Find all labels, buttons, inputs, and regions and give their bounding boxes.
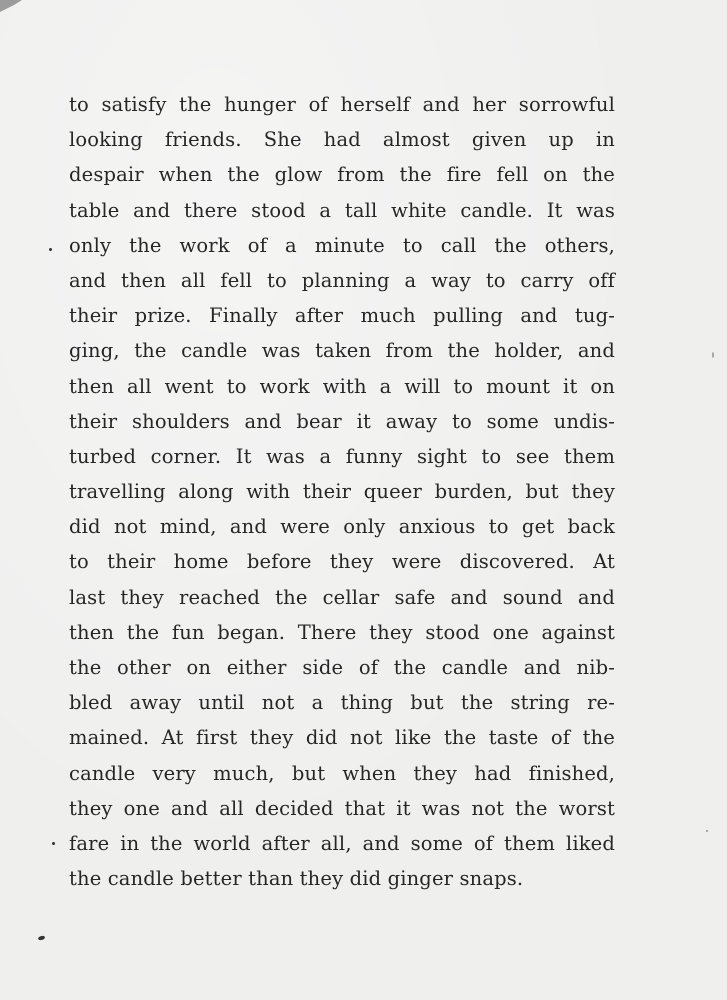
text-line: only the work of a minute to call the others, <box>69 233 615 257</box>
text-line: candle very much, but when they had finished, <box>69 761 615 785</box>
speck-mark <box>38 935 46 941</box>
speck-mark <box>52 842 55 845</box>
speck-mark <box>706 830 708 832</box>
text-line: fare in the world after all, and some of them liked <box>69 831 615 855</box>
corner-mark-icon <box>0 0 22 12</box>
text-line: the other on either side of the candle and nib- <box>69 656 615 679</box>
text-line: their shoulders and bear it away to some undis- <box>69 409 615 433</box>
text-line: last they reached the cellar safe and sound and <box>69 585 615 609</box>
text-line: travelling along with their queer burden, but they <box>69 480 615 504</box>
text-line: looking friends. She had almost given up in <box>69 128 615 152</box>
text-line: did not mind, and were only anxious to get back <box>69 515 615 539</box>
text-line: to satisfy the hunger of herself and her sorrowful <box>69 93 615 116</box>
text-line: mained. At first they did not like the taste of the <box>69 726 615 750</box>
text-line: turbed corner. It was a funny sight to see them <box>69 444 615 468</box>
text-line: ging, the candle was taken from the holder, and <box>69 339 615 363</box>
speck-mark <box>49 248 52 251</box>
speck-mark <box>712 352 714 358</box>
text-line: bled away until not a thing but the string re- <box>69 691 615 715</box>
text-line: then the fun began. There they stood one against <box>69 620 615 644</box>
text-line: to their home before they were discovered. At <box>69 550 615 574</box>
text-line: despair when the glow from the fire fell on the <box>69 163 615 187</box>
text-line: they one and all decided that it was not the worst <box>69 796 615 820</box>
text-line: table and there stood a tall white candle. It was <box>69 198 615 222</box>
text-line: then all went to work with a will to mount it on <box>69 374 615 398</box>
text-line: and then all fell to planning a way to carry off <box>69 268 615 292</box>
text-line: their prize. Finally after much pulling and tug- <box>69 304 615 328</box>
text-line-last: the candle better than they did ginger snaps. <box>69 867 524 891</box>
body-text <box>69 87 615 896</box>
